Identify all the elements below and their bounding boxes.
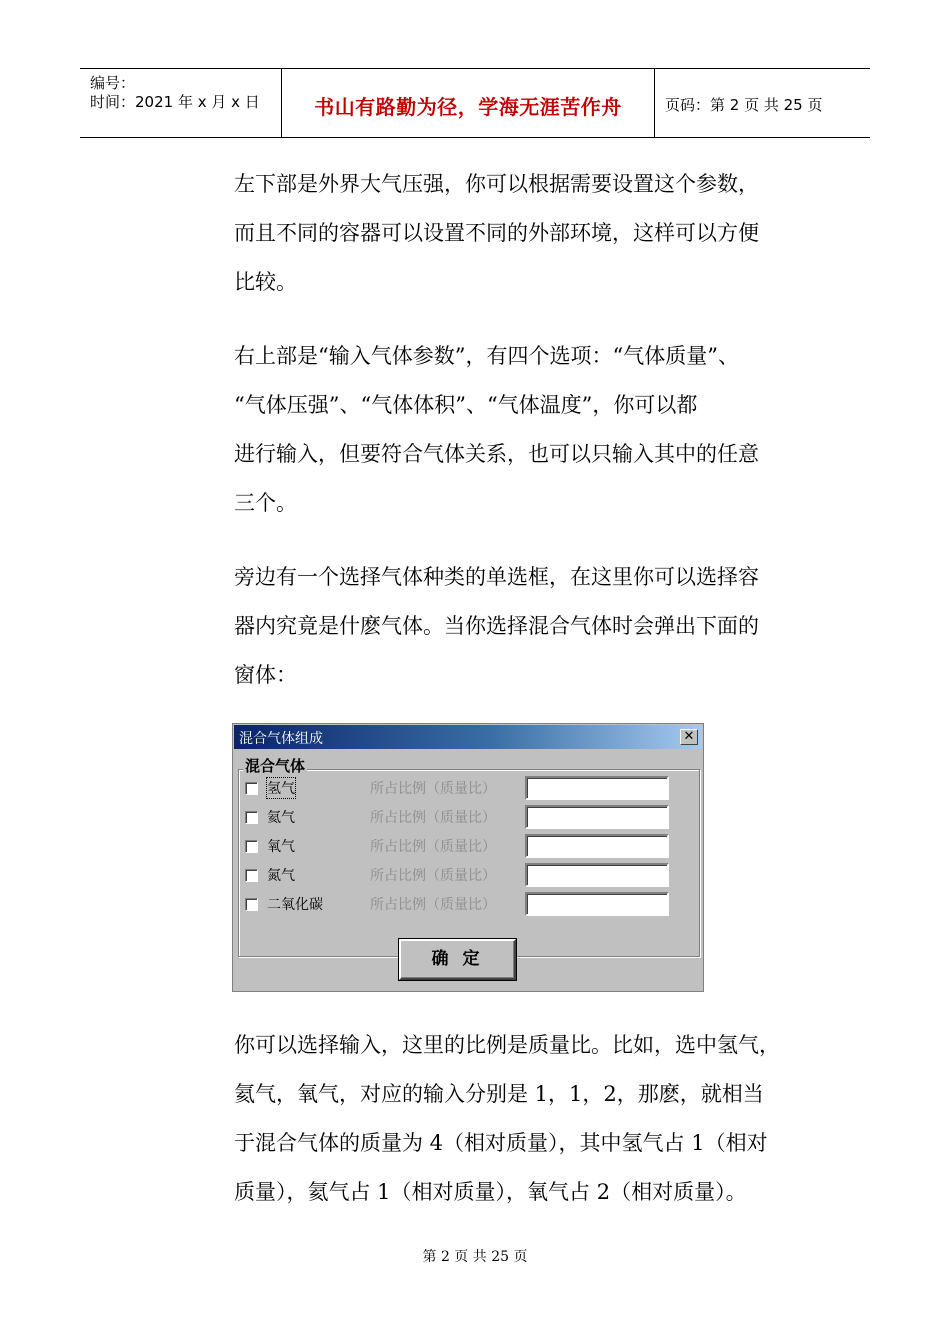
header-motto-cell [282, 69, 655, 137]
header-info-cell [80, 69, 282, 137]
page-header [80, 68, 870, 138]
gas-name: 氦气 [267, 810, 295, 826]
carbon-dioxide-ratio-input[interactable] [525, 892, 669, 916]
dialog-title: 混合气体组成 [239, 731, 323, 747]
gas-row-helium [245, 805, 685, 829]
groupbox-label: 混合气体 [245, 757, 306, 775]
helium-ratio-input[interactable] [525, 805, 669, 829]
paragraph-pressure [234, 160, 814, 307]
mixed-gas-dialog [232, 723, 704, 992]
text-line: 质量），氦气占 1（相对质量），氧气占 2（相对质量）。 [234, 1180, 747, 1204]
ratio-label: 所占比例（质量比） [370, 839, 496, 855]
hydrogen-checkbox[interactable] [245, 782, 258, 795]
helium-checkbox[interactable] [245, 811, 258, 824]
hydrogen-ratio-input[interactable] [525, 776, 669, 800]
gas-name: 氢气 [267, 778, 295, 798]
ok-button[interactable]: 确定 [399, 939, 516, 980]
text-line: 你可以选择输入，这里的比例是质量比。比如，选中氢气， [234, 1033, 780, 1057]
header-page-number: 页码：第 2 页 共 25 页 [665, 96, 823, 114]
gas-row-carbon-dioxide [245, 892, 685, 916]
ratio-label: 所占比例（质量比） [370, 781, 496, 797]
gas-name: 氮气 [267, 868, 295, 884]
text-line: 旁边有一个选择气体种类的单选框，在这里你可以选择容 [234, 565, 759, 589]
ratio-label: 所占比例（质量比） [370, 810, 496, 826]
paragraph-gas-type [234, 553, 814, 700]
text-line: “气体压强”、“气体体积”、“气体温度”，你可以都 [234, 393, 698, 417]
dialog-titlebar [234, 725, 702, 749]
paragraph-gas-parameters [234, 332, 814, 528]
close-button[interactable] [680, 729, 698, 745]
text-line: 三个。 [234, 491, 297, 515]
document-number-label: 编号： [90, 74, 136, 92]
header-motto: 书山有路勤为径，学海无涯苦作舟 [314, 95, 622, 119]
gas-name: 氧气 [267, 839, 295, 855]
text-line: 比较。 [234, 270, 297, 294]
ratio-label: 所占比例（质量比） [370, 868, 496, 884]
gas-row-nitrogen [245, 863, 685, 887]
carbon-dioxide-checkbox[interactable] [245, 898, 258, 911]
header-page-cell [655, 69, 870, 137]
text-line: 氦气，氧气，对应的输入分别是 1，1，2，那麽，就相当 [234, 1082, 764, 1106]
text-line: 于混合气体的质量为 4（相对质量），其中氢气占 1（相对 [234, 1131, 768, 1155]
document-time-label: 时间：2021 年 x 月 x 日 [90, 93, 260, 111]
oxygen-ratio-input[interactable] [525, 834, 669, 858]
nitrogen-checkbox[interactable] [245, 869, 258, 882]
text-line: 右上部是“输入气体参数”，有四个选项：“气体质量”、 [234, 344, 739, 368]
paragraph-mass-ratio [234, 1021, 814, 1217]
oxygen-checkbox[interactable] [245, 840, 258, 853]
text-line: 而且不同的容器可以设置不同的外部环境，这样可以方便 [234, 221, 759, 245]
text-line: 器内究竟是什麽气体。当你选择混合气体时会弹出下面的 [234, 614, 759, 638]
close-icon: ✕ [683, 729, 695, 744]
ratio-label: 所占比例（质量比） [370, 897, 496, 913]
text-line: 窗体： [234, 663, 297, 687]
text-line: 进行输入，但要符合气体关系，也可以只输入其中的任意 [234, 442, 759, 466]
gas-row-oxygen [245, 834, 685, 858]
gas-name: 二氧化碳 [267, 897, 323, 913]
page-footer: 第 2 页 共 25 页 [422, 1249, 528, 1265]
gas-row-hydrogen [245, 776, 685, 800]
nitrogen-ratio-input[interactable] [525, 863, 669, 887]
text-line: 左下部是外界大气压强，你可以根据需要设置这个参数， [234, 172, 759, 196]
